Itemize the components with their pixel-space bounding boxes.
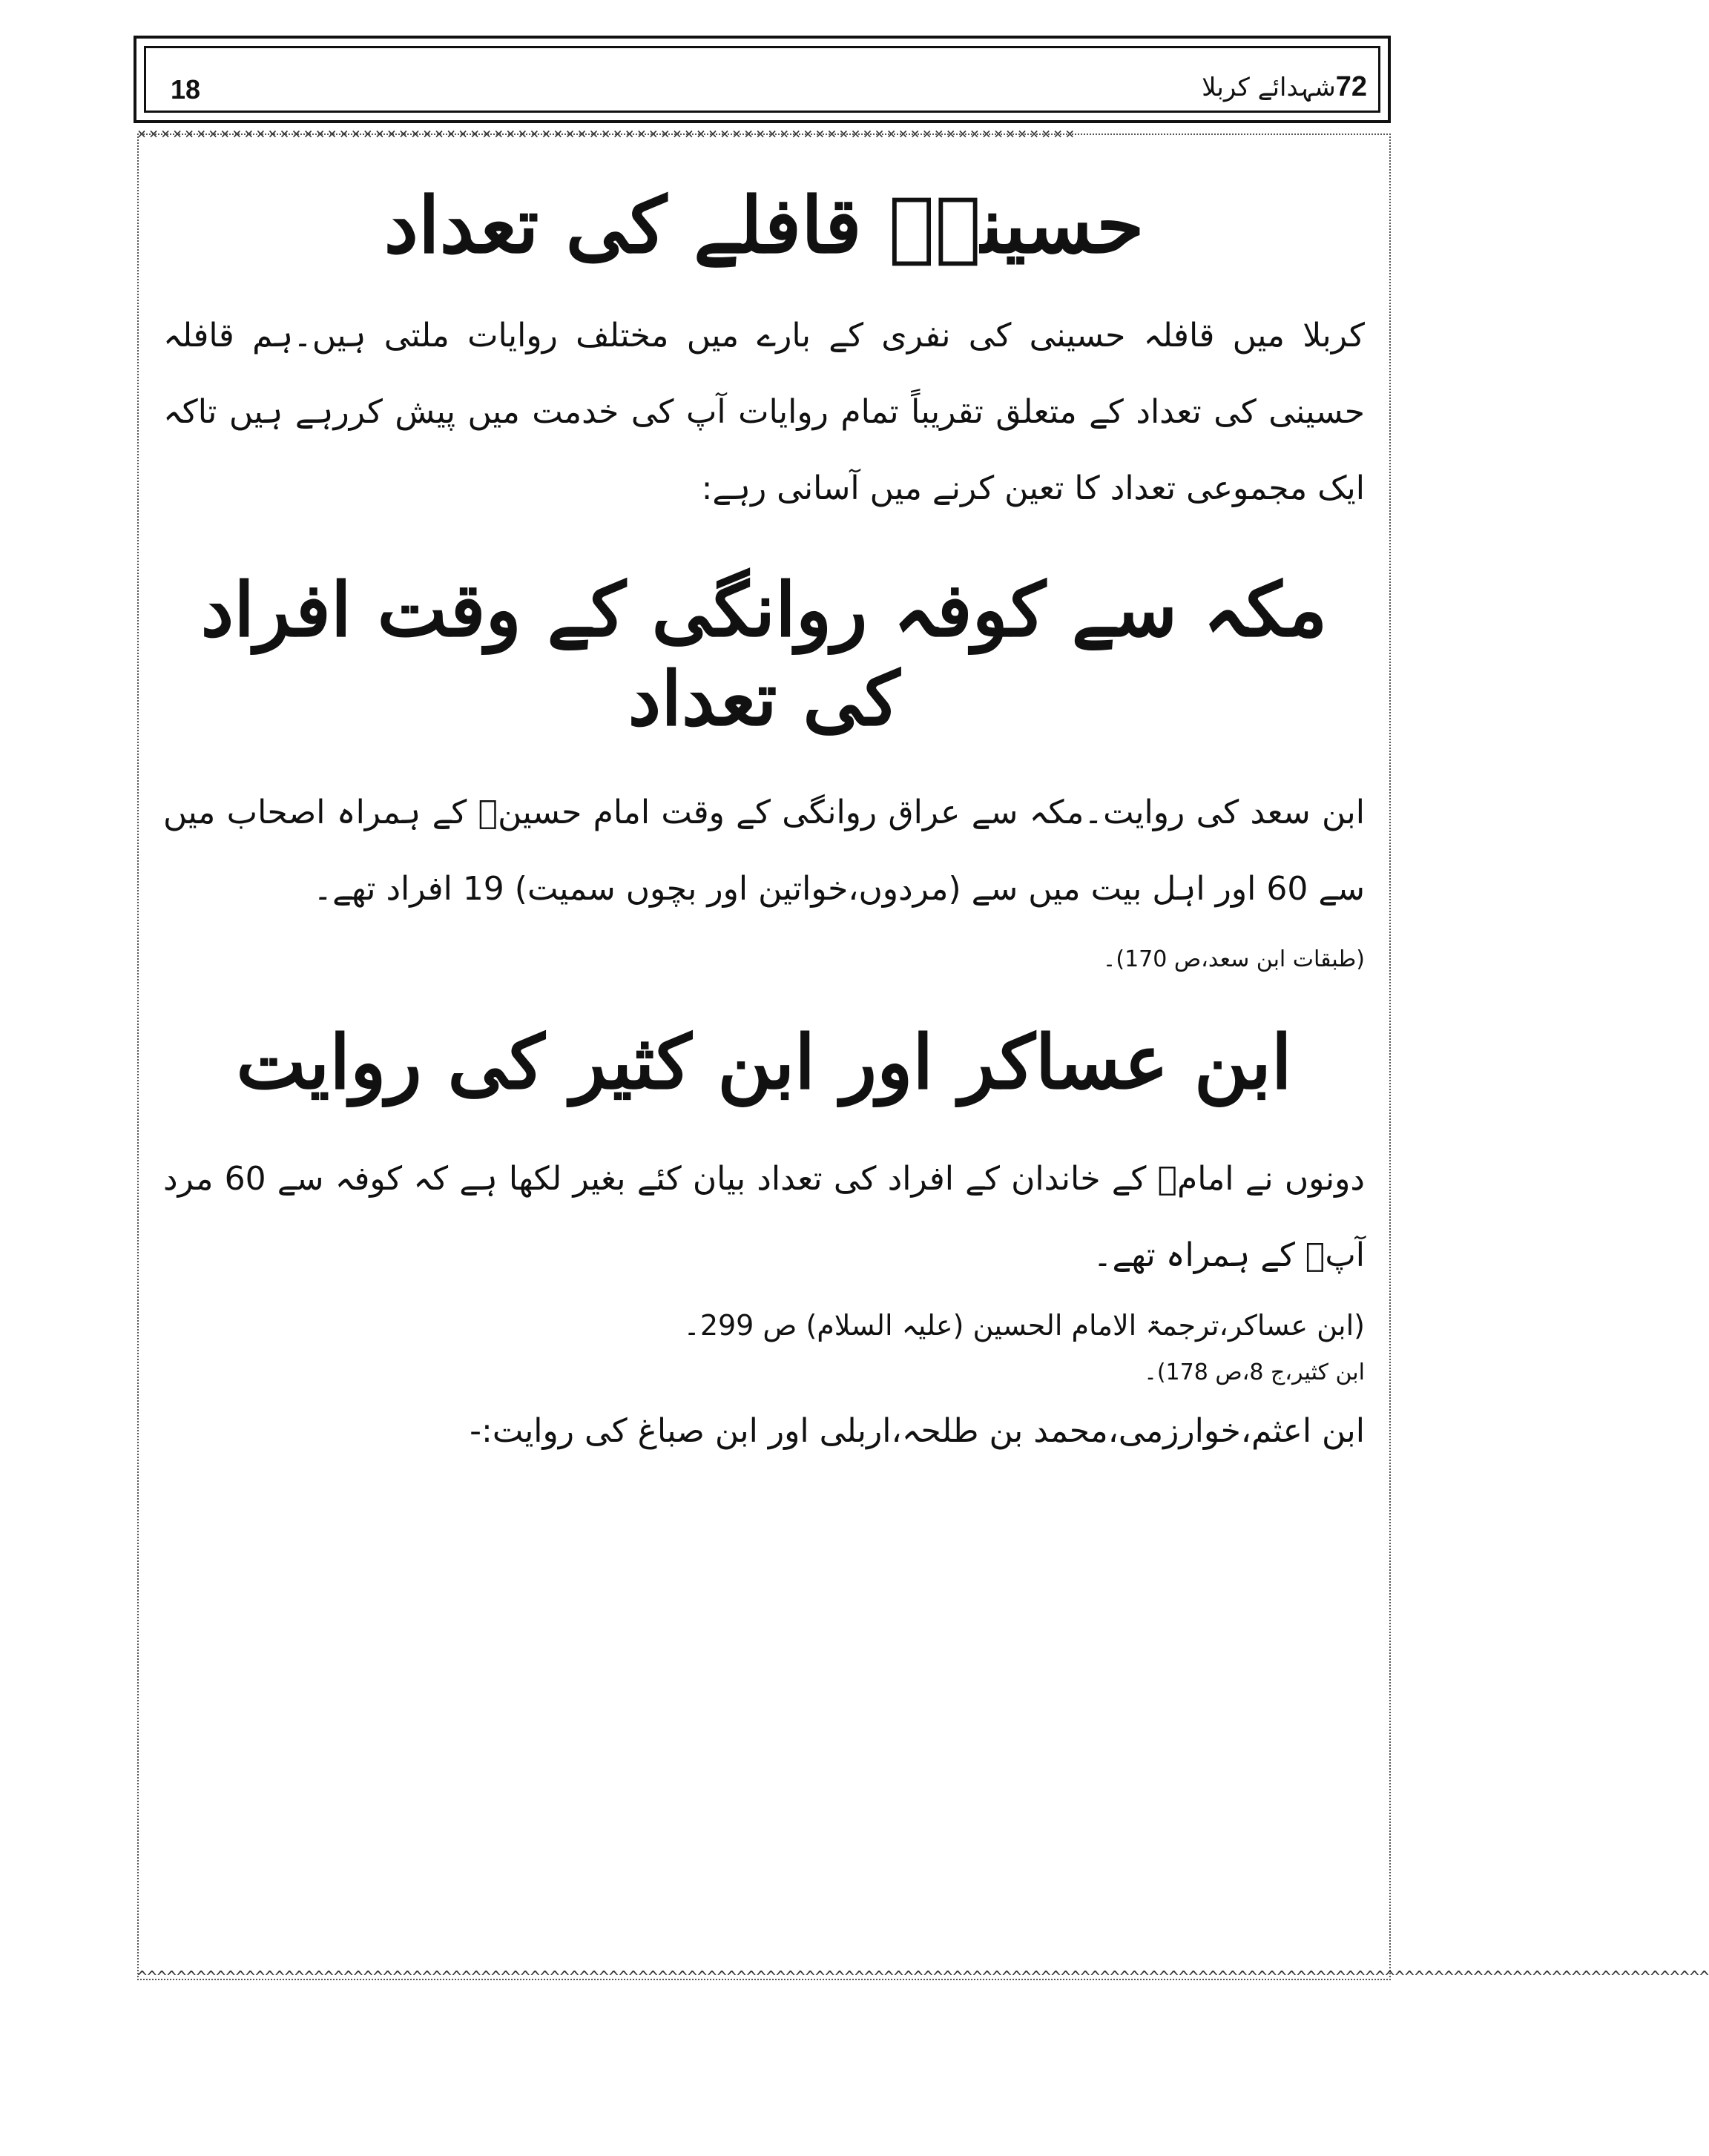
section-paragraph-ibn-asakir: دونوں نے امامؑ کے خاندان کے افراد کی تعداد بیان کئے بغیر لکھا ہے کہ کوفہ سے 60 مرد آپؑ کے ہمراہ تھے۔ [163, 1159, 1365, 1274]
header-inner-border [144, 46, 1380, 113]
frame-top-border: ××××××××××××××××××××××××××××××××××××××××××××××××××××××××××××××××××××××××××××××× [137, 125, 1078, 142]
reference-ibn-asakir: (ابن عساکر،ترجمۃ الامام الحسین (علیہ السلام) ص 299۔ [683, 1308, 1365, 1342]
reference-ibn-saad: (طبقات ابن سعد،ص 170)۔ [1102, 946, 1365, 972]
book-title [1202, 71, 1367, 103]
section-paragraph-intro: کربلا میں قافلہ حسینی کی نفری کے بارے میں مختلف روایات ملتی ہیں۔ہم قافلہ حسینی کی تعداد کے متعلق تقریباً تمام روایات آپ کی خدمت میں پیش کررہے ہیں تاکہ ایک مجموعی تعداد کا تعین کرنے میں آسانی رہے: [163, 316, 1365, 507]
book-title-text: شہدائے کربلا [1202, 73, 1336, 102]
book-title-number: 72 [1335, 71, 1367, 102]
section-heading-makkah-departure: مکہ سے کوفہ روانگی کے وقت افراد کی تعداد [200, 565, 1328, 742]
section-paragraph-ibn-saad: ابن سعد کی روایت۔مکہ سے عراق روانگی کے وقت امام حسینؑ کے ہمراہ اصحاب میں سے 60 اور اہل بیت میں سے (مردوں،خواتین اور بچوں سمیت) 19 افراد تھے۔ [163, 793, 1365, 908]
page-content [163, 148, 1365, 1461]
section-heading-caravan-count: حسینیؑ قافلے کی تعداد [383, 179, 1145, 271]
reference-ibn-kathir: ابن کثیر،ج 8،ص 178)۔ [1144, 1359, 1365, 1385]
page-number: 18 [171, 74, 201, 105]
closing-line: ابن اعثم،خوارزمی،محمد بن طلحہ،اربلی اور ابن صباغ کی روایت:- [470, 1411, 1365, 1450]
section-heading-ibn-asakir: ابن عساکر اور ابن کثیر کی روایت [236, 1018, 1292, 1106]
frame-bottom-border: ^^^^^^^^^^^^^^^^^^^^^^^^^^^^^^^^^^^^^^^^^^^^^^^^^^^^^^^^^^^^^^^^^^^^^^^^^^^^^^^^^^^^^^^^^^^^^^^^^^^^^^^^^^^^^^^^^^^^^^^^^^^^^^^^^^^^^^^^^^^^^^^^^^^^^^^^^^^^^^^^ [137, 1968, 1709, 1987]
